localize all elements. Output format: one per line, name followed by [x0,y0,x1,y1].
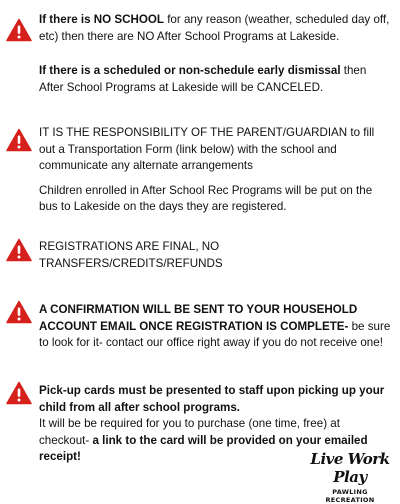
pickup-paragraph: Pick-up cards must be presented to staff upon picking up your child from all after school programs. [39,384,385,414]
confirmation-paragraph: A CONFIRMATION WILL BE SENT TO YOUR HOUSEHOLD ACCOUNT EMAIL ONCE REGISTRATION IS COMPLETE- be sure to look for it- contact our office right away if you do not receive one! [39,303,391,349]
no-school-paragraph: If there is NO SCHOOL for any reason (weather, scheduled day off, etc) then there are NO After School Programs at Lakeside. [39,13,390,43]
bus-paragraph: Children enrolled in After School Rec Programs will be put on the bus to Lakeside on the days they are registered. [39,183,373,213]
registration-paragraph: REGISTRATIONS ARE FINAL, NO TRANSFERS/CREDITS/REFUNDS [39,240,223,270]
pickup-purchase-paragraph: It will be be required for you to purchase (one time, free) at checkout- a link to the card will be provided on your emailed receipt! [39,417,368,463]
logo-subtitle: PAWLING RECREATION [325,488,375,504]
early-dismissal-paragraph: If there is a scheduled or non-schedule early dismissal then After School Programs at Lakeside will be CANCELED. [39,64,367,94]
warning-triangle-icon [6,128,32,152]
warning-triangle-icon [6,238,32,262]
warning-triangle-icon [6,18,32,42]
warning-triangle-icon [6,381,32,405]
pawling-recreation-logo [308,450,392,504]
transportation-paragraph: IT IS THE RESPONSIBILITY OF THE PARENT/GUARDIAN to fill out a Transportation Form (link below) with the school and communicate any alternate arrangements [39,126,375,172]
warning-triangle-icon [6,300,32,324]
logo-script: Live Work Play [310,450,390,486]
